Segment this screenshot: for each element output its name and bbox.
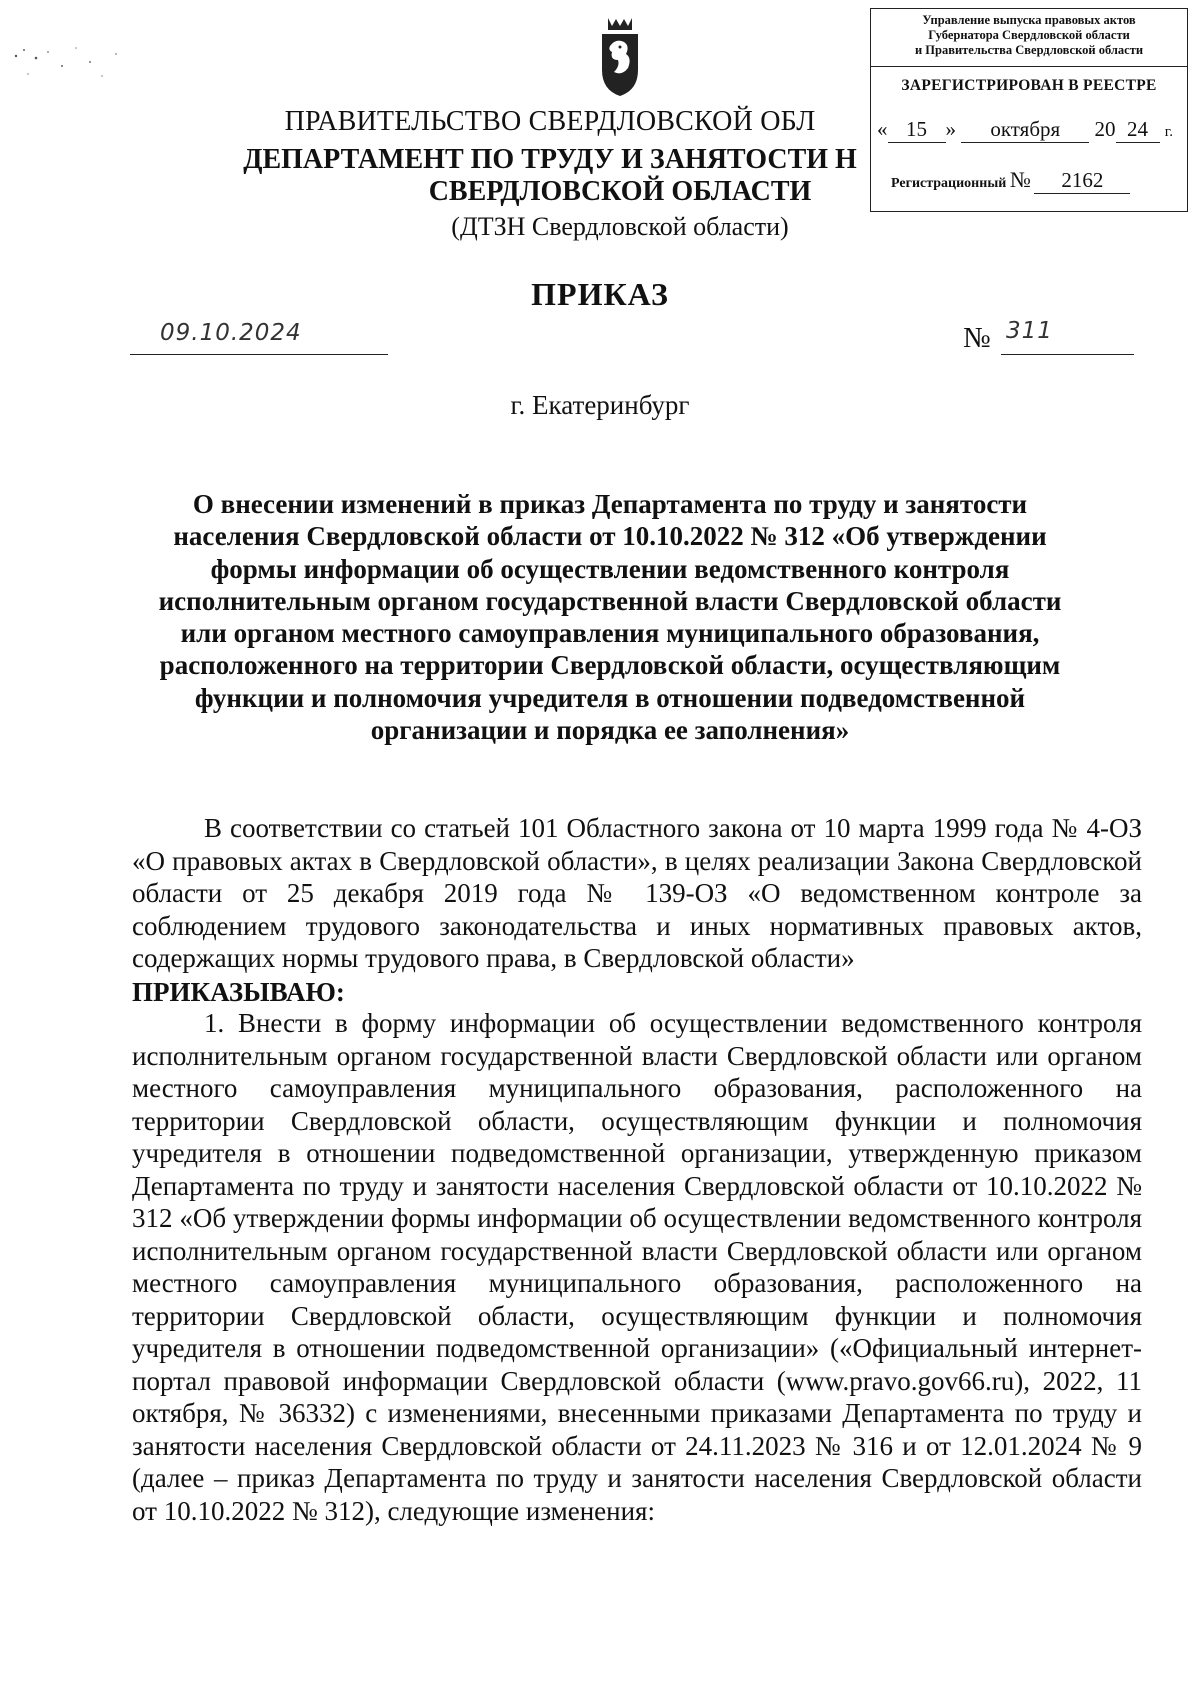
handwritten-number: 311 [1006,318,1053,344]
order-subject: О внесении изменений в приказ Департамента по труду и занятости населения Свердловской области от 10.10.2022 № 312 «Об утверждении формы информации об осуществлении ведомственного контроля исполнительным органом государственной власти Свердловской области или органом местного самоуправления муниципального образования, расположенного на территории Свердловской области, осуществляющим функции и полномочия учредителя в отношении подведомственной организации и порядка ее заполнения» [158,489,1062,746]
region-heading: СВЕРДЛОВСКОЙ ОБЛАСТИ [428,176,812,207]
city-line: г. Екатеринбург [510,390,690,420]
handwritten-date: 09.10.2024 [160,320,302,346]
stamp-year: 24 [1116,117,1160,143]
registration-stamp [870,8,1188,212]
stamp-organization: Управление выпуска правовых актов Губернатора Свердловской области и Правительства Свердловской области [914,13,1144,57]
government-heading: ПРАВИТЕЛЬСТВО СВЕРДЛОВСКОЙ ОБЛ [284,106,816,137]
stamp-date: « 15 » октября 20 24 г. [877,117,1173,141]
department-heading: ДЕПАРТАМЕНТ ПО ТРУДУ И ЗАНЯТОСТИ Н [243,144,857,175]
document-type-title: ПРИКАЗ [531,276,669,312]
stamp-day: 15 [888,117,946,143]
stamp-divider [871,66,1187,67]
stamp-registration-number: Регистрационный № 2162 [891,167,1181,194]
department-abbreviation: (ДТЗН Свердловской области) [451,212,789,241]
number-label: № [963,322,991,354]
coat-of-arms-icon [598,16,642,98]
preamble-paragraph: В соответствии со статьей 101 Областного закона от 10 марта 1999 года № 4-ОЗ «О правовых актах в Свердловской области», в целях реализации Закона Свердловской области от 25 декабря 2019 года № 139-ОЗ «О ведомственном контроле за соблюдением трудового законодательства и иных нормативных правовых актов, содержащих нормы трудового права, в Свердловской области» [132,813,1142,973]
item-1-paragraph: 1. Внести в форму информации об осуществлении ведомственного контроля исполнительным органом государственной власти Свердловской области или органом местного самоуправления муниципального образования, расположенного на территории Свердловской области, осуществляющим функции и полномочия учредителя в отношении подведомственной организации, утвержденную приказом Департамента по труду и занятости населения Свердловской области от 10.10.2022 № 312 «Об утверждении формы информации об осуществлении ведомственного контроля исполнительным органом государственной власти Свердловской области или органом местного самоуправления муниципального образования, расположенного на территории Свердловской области, осуществляющим функции и полномочия учредителя в отношении подведомственной организации» («Официальный интернет-портал правовой информации Свердловской области (www.pravo.gov66.ru), 2022, 11 октября, № 36332) с изменениями, внесенными приказами Департамента по труду и занятости населения Свердловской области от 24.11.2023 № 316 и от 12.01.2024 № 9 (далее – приказ Департамента по труду и занятости населения Свердловской области от 10.10.2022 № 312), следующие изменения: [132,1008,1142,1526]
stamp-registered-label: ЗАРЕГИСТРИРОВАН В РЕЕСТРЕ [901,77,1157,94]
order-directive: ПРИКАЗЫВАЮ: [132,977,345,1007]
stamp-month: октября [961,117,1089,143]
scan-artifact [6,36,136,96]
